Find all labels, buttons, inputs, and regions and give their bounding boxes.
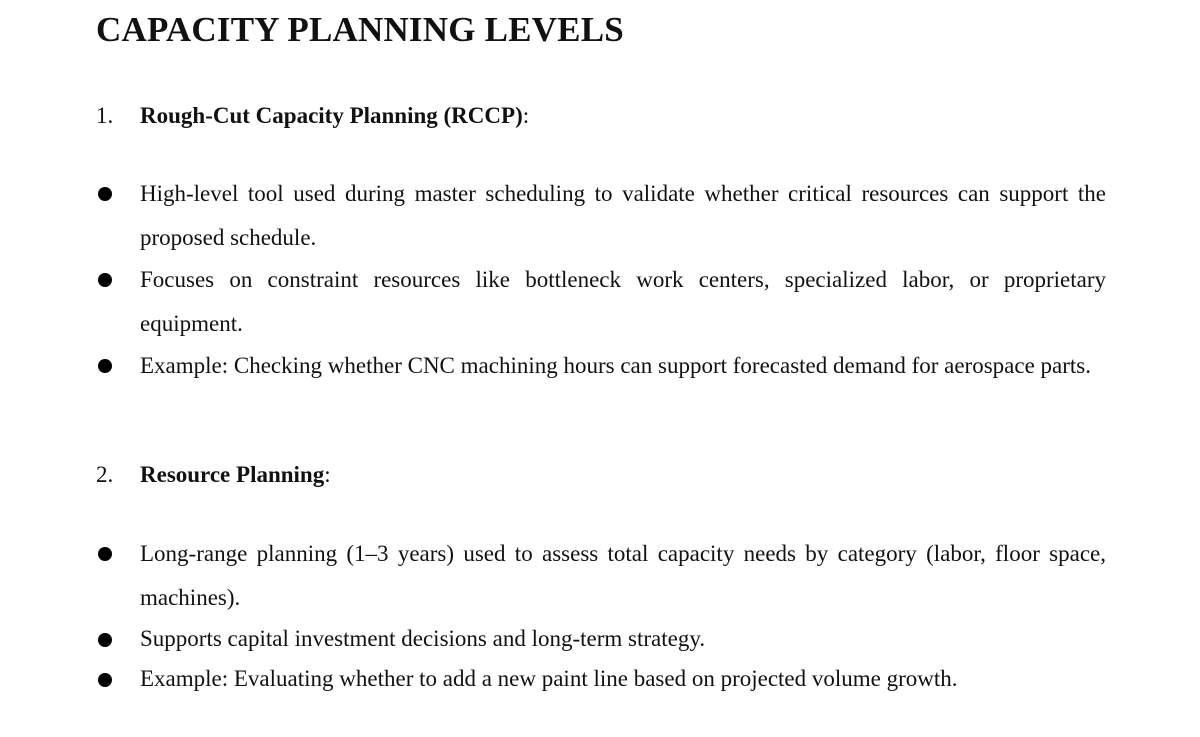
section-heading-rccp (96, 101, 529, 131)
bullet-icon (98, 633, 112, 647)
rccp-bullet-list (96, 172, 1106, 386)
list-item (96, 344, 1106, 388)
list-item (96, 618, 1106, 660)
bullet-text: Focuses on constraint resources like bottleneck work centers, specialized labor, or proprietary equipment. (140, 267, 1106, 336)
section-heading-resource-planning (96, 460, 331, 490)
bullet-text: Example: Checking whether CNC machining hours can support forecasted demand for aerospace parts. (140, 353, 1091, 378)
page-title: CAPACITY PLANNING LEVELS (96, 10, 624, 49)
section-title: Resource Planning (140, 462, 325, 487)
bullet-icon (98, 547, 112, 561)
section-number: 1. (96, 103, 114, 128)
list-item (96, 258, 1106, 346)
list-item (96, 172, 1106, 260)
bullet-text: Supports capital investment decisions and long-term strategy. (140, 626, 706, 651)
section-number: 2. (96, 462, 114, 487)
bullet-icon (98, 673, 112, 687)
bullet-text: Example: Evaluating whether to add a new paint line based on projected volume growth. (140, 666, 958, 691)
bullet-text: Long-range planning (1–3 years) used to assess total capacity needs by category (labor, floor space, machines). (140, 541, 1106, 610)
bullet-icon (98, 187, 112, 201)
section-colon: : (324, 462, 331, 487)
bullet-icon (98, 273, 112, 287)
bullet-icon (98, 359, 112, 373)
list-item (96, 532, 1106, 620)
bullet-text: High-level tool used during master scheduling to validate whether critical resources can support the proposed schedule. (140, 181, 1106, 250)
resource-planning-bullet-list (96, 532, 1106, 698)
section-title: Rough-Cut Capacity Planning (RCCP) (140, 103, 523, 128)
section-colon: : (522, 103, 530, 128)
list-item (96, 658, 1106, 700)
